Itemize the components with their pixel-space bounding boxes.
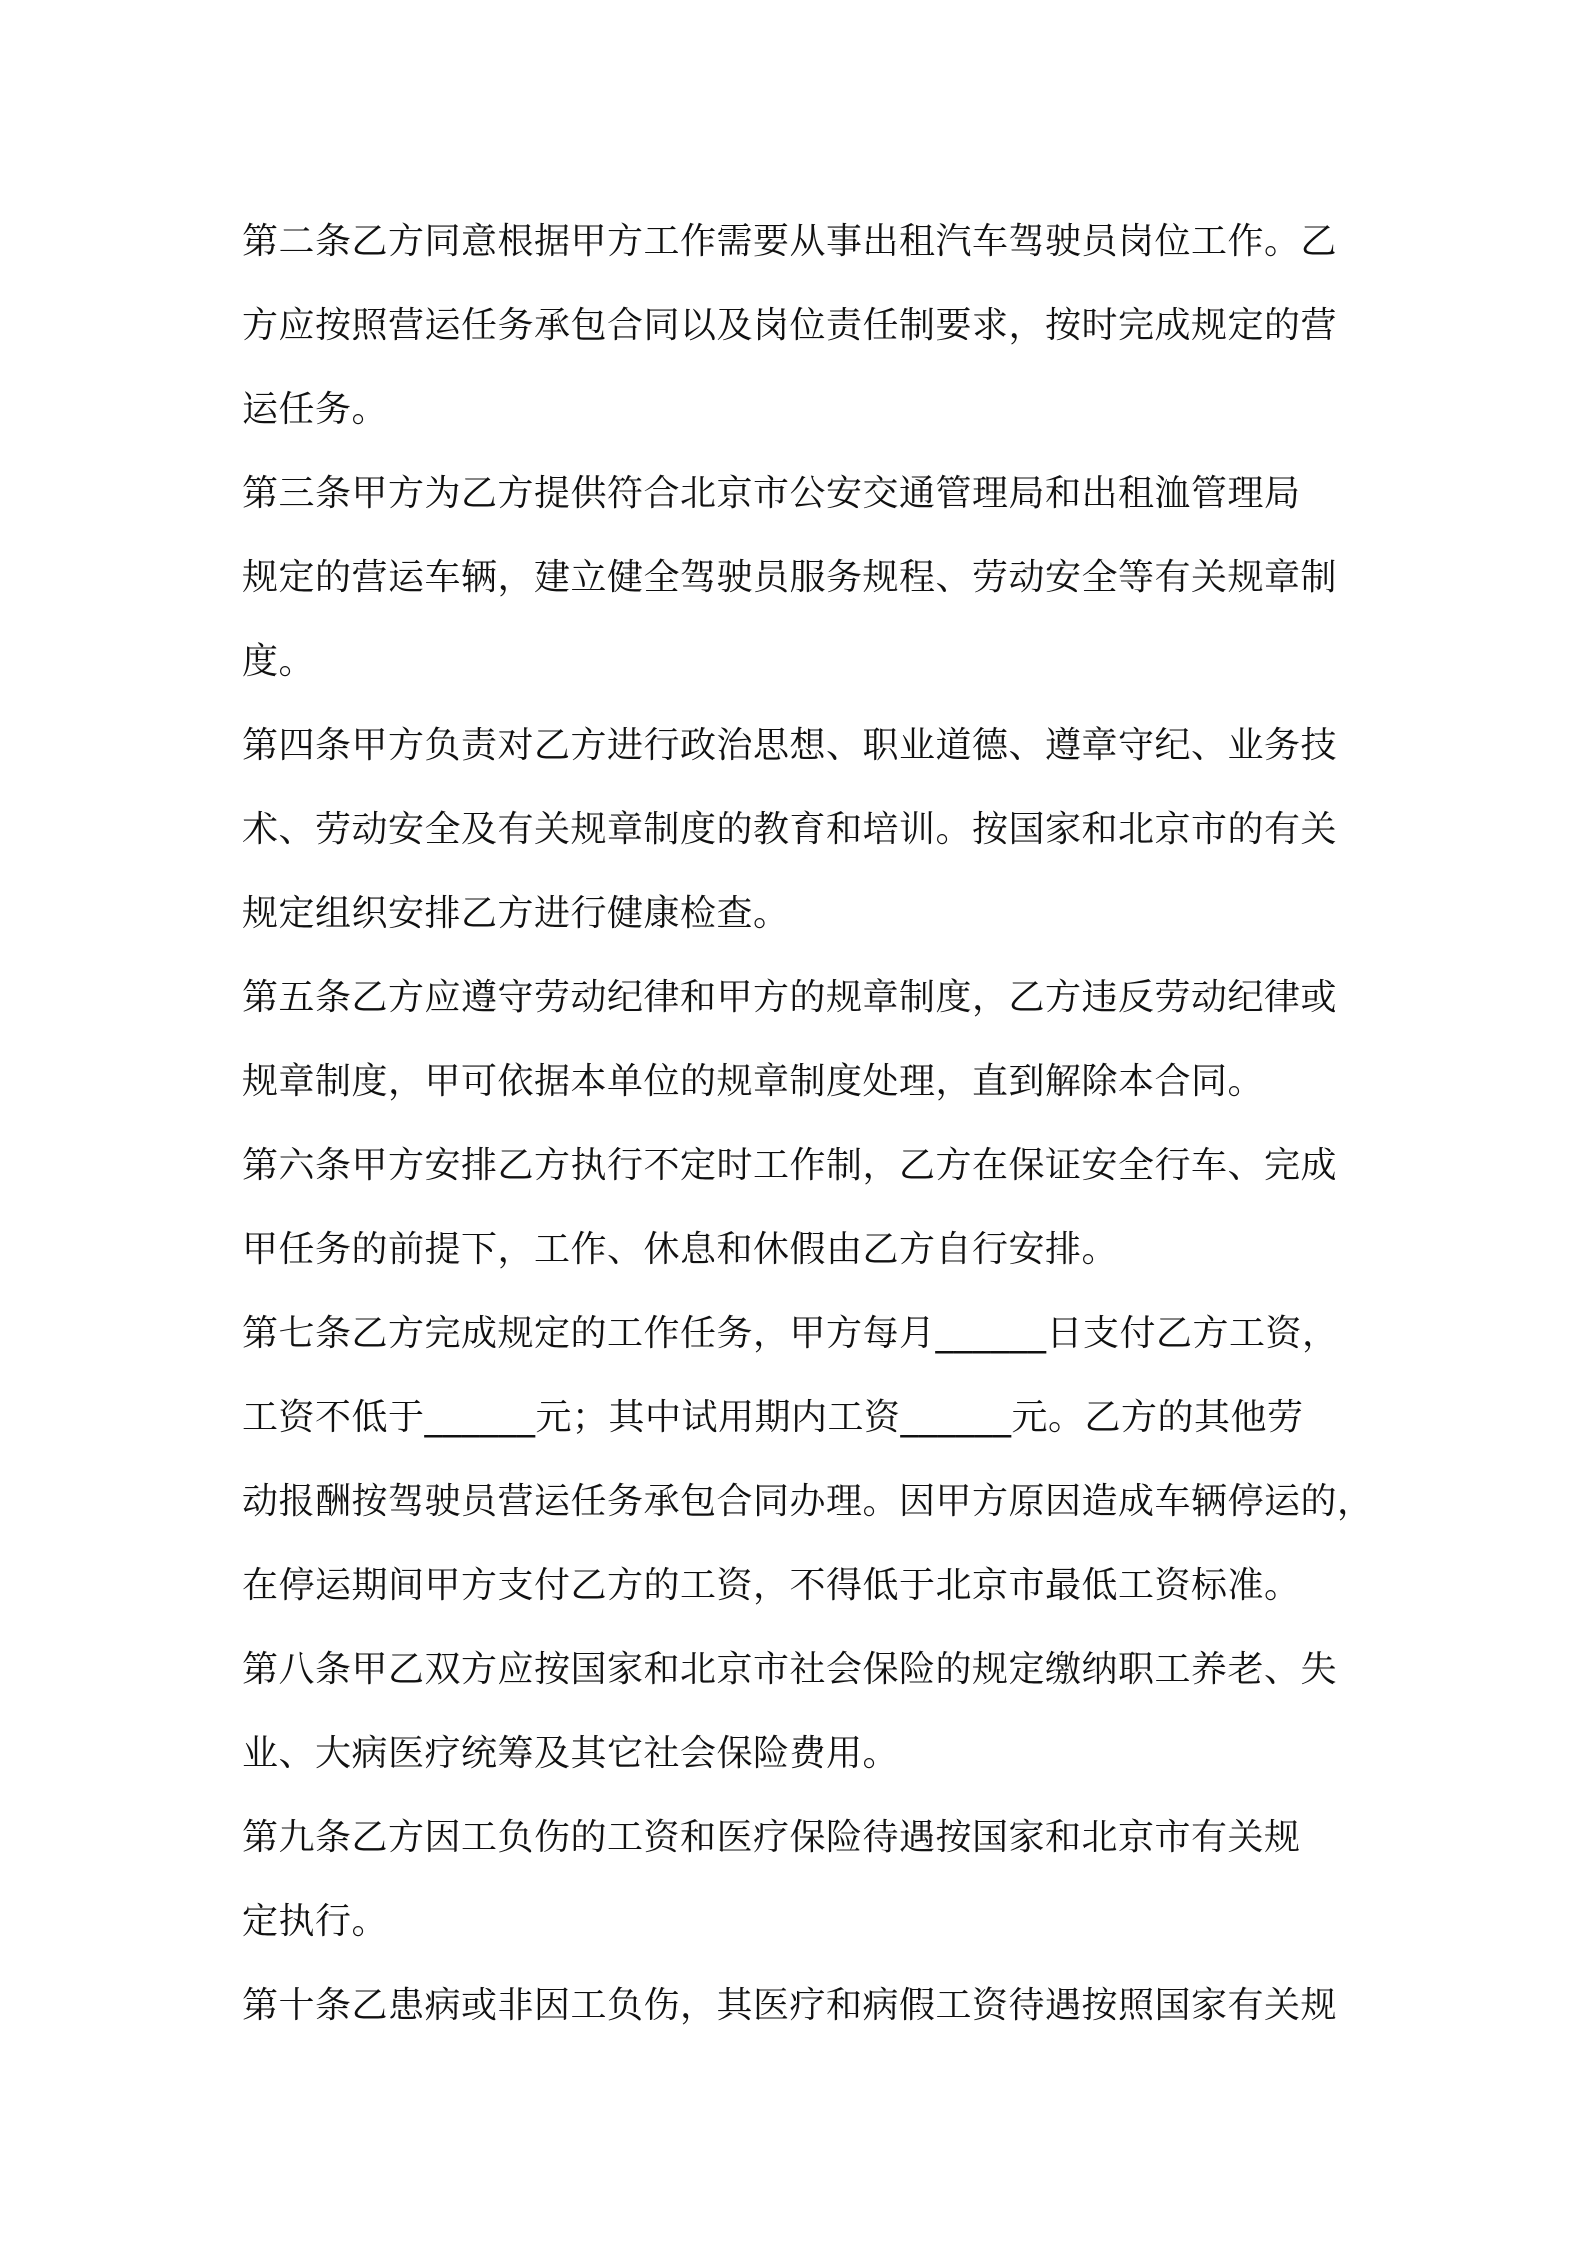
text-line: 度。 <box>242 641 316 682</box>
text-line: 运任务。 <box>242 389 389 430</box>
text-line: 在停运期间甲方支付乙方的工资，不得低于北京市最低工资标准。 <box>242 1565 1301 1606</box>
text-line: 第六条甲方安排乙方执行不定时工作制，乙方在保证安全行车、完成 <box>242 1145 1338 1186</box>
text-line: 业、大病医疗统筹及其它社会保险费用。 <box>242 1733 900 1774</box>
text-line: 第九条乙方因工负伤的工资和医疗保险待遇按国家和北京市有关规 <box>242 1817 1301 1858</box>
text-line: 第八条甲乙双方应按国家和北京市社会保险的规定缴纳职工养老、失 <box>242 1649 1338 1690</box>
text-line: 规定组织安排乙方进行健康检查。 <box>242 893 790 934</box>
text-line: 第三条甲方为乙方提供符合北京市公安交通管理局和出租洫管理局 <box>242 473 1301 514</box>
text-line: 规定的营运车辆，建立健全驾驶员服务规程、劳动安全等有关规章制 <box>242 557 1338 598</box>
text-line: 第四条甲方负责对乙方进行政治思想、职业道德、遵章守纪、业务技 <box>242 725 1338 766</box>
text-line: 甲任务的前提下，工作、休息和休假由乙方自行安排。 <box>242 1229 1119 1270</box>
text-line: 动报酬按驾驶员营运任务承包合同办理。因甲方原因造成车辆停运的， <box>242 1481 1374 1522</box>
text-line: 规章制度，甲可依据本单位的规章制度处理，直到解除本合同。 <box>242 1061 1265 1102</box>
text-line: 第十条乙患病或非因工负伤，其医疗和病假工资待遇按照国家有关规 <box>242 1985 1338 2026</box>
text-line: 第二条乙方同意根据甲方工作需要从事出租汽车驾驶员岗位工作。乙 <box>242 221 1338 262</box>
document-body <box>242 200 1372 2048</box>
text-line: 术、劳动安全及有关规章制度的教育和培训。按国家和北京市的有关 <box>242 809 1338 850</box>
text-line: 工资不低于______元；其中试用期内工资______元。乙方的其他劳 <box>242 1397 1304 1438</box>
text-line: 第五条乙方应遵守劳动纪律和甲方的规章制度，乙方违反劳动纪律或 <box>242 977 1338 1018</box>
text-line: 定执行。 <box>242 1901 389 1942</box>
text-line: 第七条乙方完成规定的工作任务，甲方每月______日支付乙方工资， <box>242 1313 1339 1354</box>
text-line: 方应按照营运任务承包合同以及岗位责任制要求，按时完成规定的营 <box>242 305 1338 346</box>
